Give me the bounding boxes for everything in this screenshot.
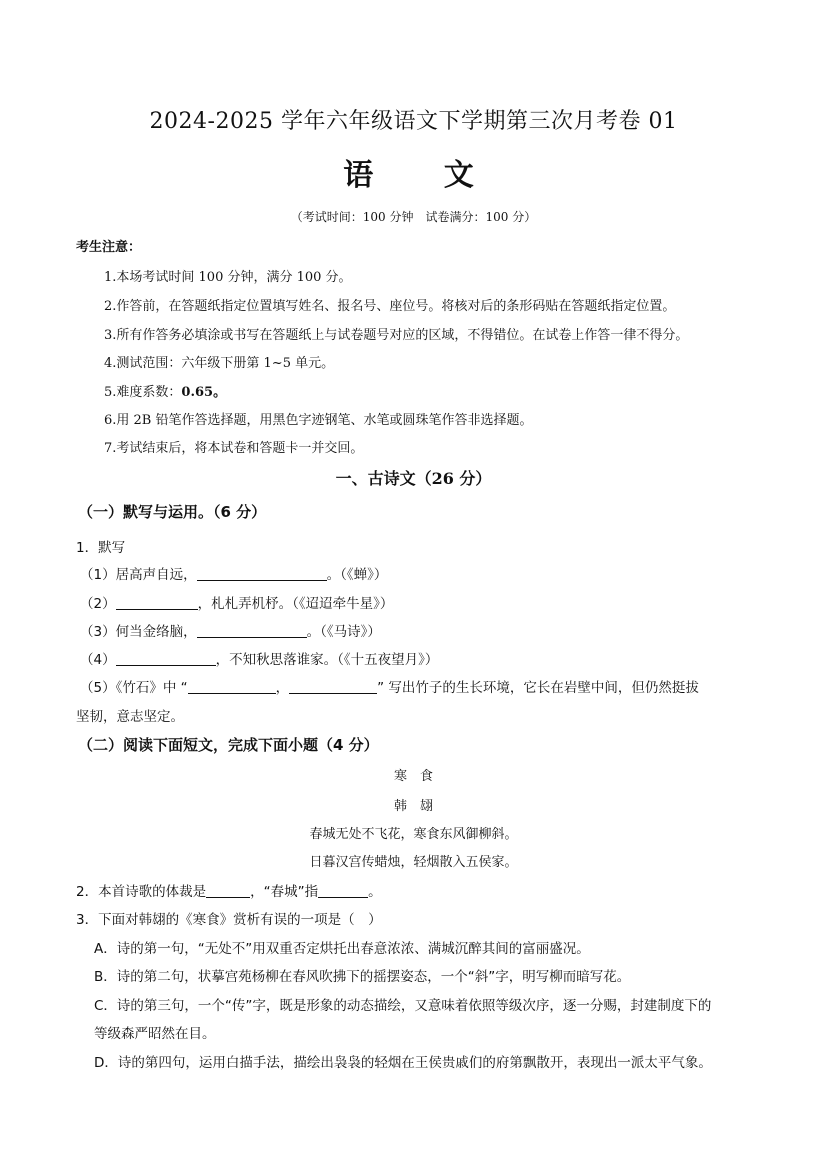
poem-line: 春城无处不飞花，寒食东风御柳斜。 xyxy=(309,827,518,842)
notice-item: 6.用 2B 铅笔作答选择题，用黑色字迹钢笔、水笔或圆珠笔作答非选择题。 xyxy=(104,413,533,428)
answer-blank[interactable] xyxy=(197,623,307,638)
difficulty-label: 5.难度系数： xyxy=(104,385,182,400)
notice-item: 3.所有作答务必填涂或书写在答题纸上与试卷题号对应的区域，不得错位。在试卷上作答一律不得分。 xyxy=(104,328,689,343)
answer-blank[interactable] xyxy=(188,679,276,694)
poem-line: 日暮汉宫传蜡烛，轻烟散入五侯家。 xyxy=(309,855,518,870)
notice-heading: 考生注意： xyxy=(76,240,142,255)
option-c-continued: 等级森严昭然在目。 xyxy=(94,1026,216,1042)
answer-blank[interactable] xyxy=(318,883,368,898)
fill-item: （3）何当金络脑， 。（《马诗》） xyxy=(80,624,381,640)
poem-author: 韩 翃 xyxy=(393,799,433,814)
option-c[interactable]: C．诗的第三句，一个“传”字，既是形象的动态描绘，又意味着依照等级次序，逐一分赐，封建制度下的 xyxy=(94,998,712,1014)
section-title: 一、古诗文（26 分） xyxy=(335,469,492,488)
fill-item: （1）居高声自远， 。（《蝉》） xyxy=(80,567,388,583)
poem-title: 寒 食 xyxy=(393,769,433,784)
question-label: 1．默写 xyxy=(76,540,126,556)
part-title: （一）默写与运用。（6 分） xyxy=(78,503,267,521)
question-2: 2．本首诗歌的体裁是 ，“春城”指 。 xyxy=(76,884,382,900)
exam-info: （考试时间：100 分钟 试卷满分：100 分） xyxy=(290,210,537,224)
difficulty-value: 0.65。 xyxy=(181,385,227,400)
part-title: （二）阅读下面短文，完成下面小题（4 分） xyxy=(78,736,379,754)
answer-blank[interactable] xyxy=(116,651,216,666)
fill-item: （2） ，札札弄机杼。（《迢迢牵牛星》） xyxy=(80,596,394,612)
answer-blank[interactable] xyxy=(289,679,377,694)
notice-item: 7.考试结束后，将本试卷和答题卡一并交回。 xyxy=(104,441,364,456)
notice-item: 2.作答前，在答题纸指定位置填写姓名、报名号、座位号。将核对后的条形码贴在答题纸指定位置。 xyxy=(104,299,676,314)
exam-title: 2024-2025 学年六年级语文下学期第三次月考卷 01 xyxy=(149,109,678,134)
answer-blank[interactable] xyxy=(197,566,327,581)
notice-item: 4.测试范围：六年级下册第 1~5 单元。 xyxy=(104,356,335,371)
fill-item: （4） ，不知秋思落谁家。（《十五夜望月》） xyxy=(80,652,439,668)
fill-item: （5）《竹石》中 “ ， ” 写出竹子的生长环境，它长在岩壁中间，但仍然挺拔 xyxy=(80,680,699,696)
option-d[interactable]: D．诗的第四句，运用白描手法，描绘出袅袅的轻烟在王侯贵戚们的府第飘散开，表现出一派太平气象。 xyxy=(94,1055,712,1071)
answer-blank[interactable] xyxy=(206,883,250,898)
option-b[interactable]: B．诗的第二句，状摹宫苑杨柳在春风吹拂下的摇摆姿态，一个“斜”字，明写柳而暗写花。 xyxy=(94,969,631,985)
answer-blank[interactable] xyxy=(116,595,198,610)
subject-title: 语 文 xyxy=(343,158,504,193)
question-3-stem: 3．下面对韩翃的《寒食》赏析有误的一项是（ ） xyxy=(76,912,382,928)
option-a[interactable]: A．诗的第一句，“无处不”用双重否定烘托出春意浓浓、满城沉醉其间的富丽盛况。 xyxy=(94,941,590,957)
notice-item: 1.本场考试时间 100 分钟，满分 100 分。 xyxy=(104,270,352,285)
notice-item xyxy=(104,381,226,400)
fill-item-continued: 坚韧，意志坚定。 xyxy=(76,709,184,725)
